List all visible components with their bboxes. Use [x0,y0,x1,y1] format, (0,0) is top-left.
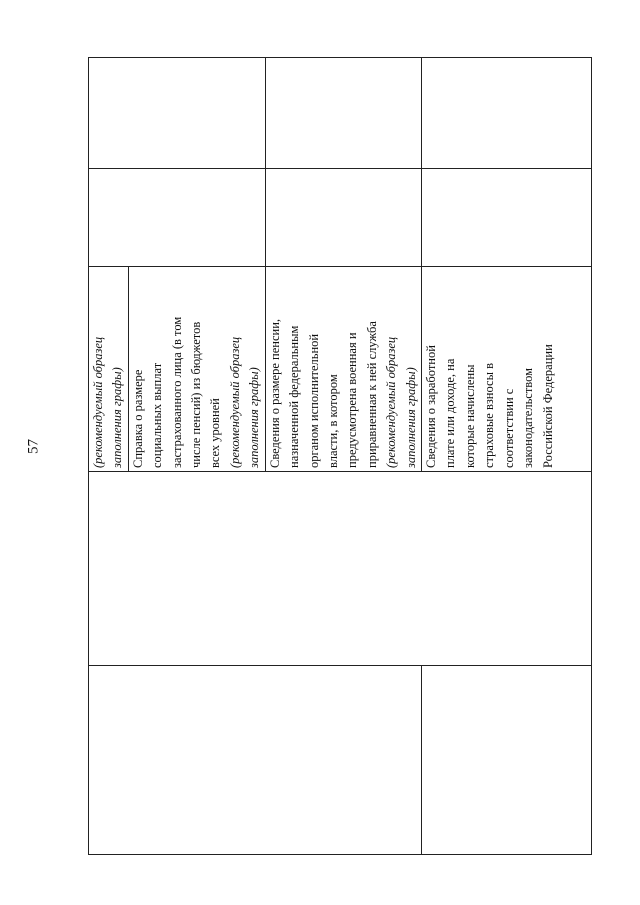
document-description-line: застрахованного лица (в том [169,316,184,468]
document-description-line: Российской Федерации [540,344,555,468]
empty-cell [89,58,266,169]
document-description-line: которые начислены [462,364,477,468]
document-description-line: Сведения о размере пенсии, [267,318,282,468]
document-description-line: числе пенсий) из бюджетов [189,321,204,468]
document-description-line: Сведения о заработной [424,345,439,468]
document-description-line: законодательством [521,367,536,468]
document-description-line: социальных выплат [150,362,165,468]
document-description-cell [265,267,421,472]
document-description-line: приравненная к ней служба [364,321,379,468]
empty-cell [422,169,592,267]
document-description-line: Справка о размере [130,369,145,468]
empty-cell [265,58,421,169]
document-description-line: плате или доходе, на [443,358,458,468]
fill-instruction-note: (рекомендуемый образец [91,336,105,468]
documents-table [88,57,592,855]
empty-cell [89,169,266,267]
page-number: 57 [25,439,42,454]
document-description-cell [89,267,129,472]
table-row [422,58,592,855]
document-description-line: предусмотрена военная и [345,332,360,468]
document-description-line: власти, в котором [326,374,341,468]
table-row [89,58,129,855]
empty-cell [265,169,421,267]
empty-cell [89,666,422,855]
empty-cell [422,58,592,169]
document-description-line: страховые взносы в [482,362,497,468]
document-description-line: всех уровней [208,398,223,468]
fill-instruction-note: заполнения графы) [247,367,262,468]
fill-instruction-note: (рекомендуемый образец [227,336,242,468]
rotated-table-wrapper [88,58,585,855]
document-description-line: назначенной федеральным [287,325,302,468]
rotated-page-content [88,58,585,855]
document-description-cell [422,267,592,472]
fill-instruction-note: заполнения графы) [110,367,125,468]
document-description-line: соответствии с [501,388,516,468]
document-description-cell [128,267,265,472]
empty-cell [89,472,592,666]
fill-instruction-note: заполнения графы) [403,367,418,468]
fill-instruction-note: (рекомендуемый образец [384,336,399,468]
document-description-line: органом исполнительной [306,333,321,468]
empty-cell [422,666,592,855]
